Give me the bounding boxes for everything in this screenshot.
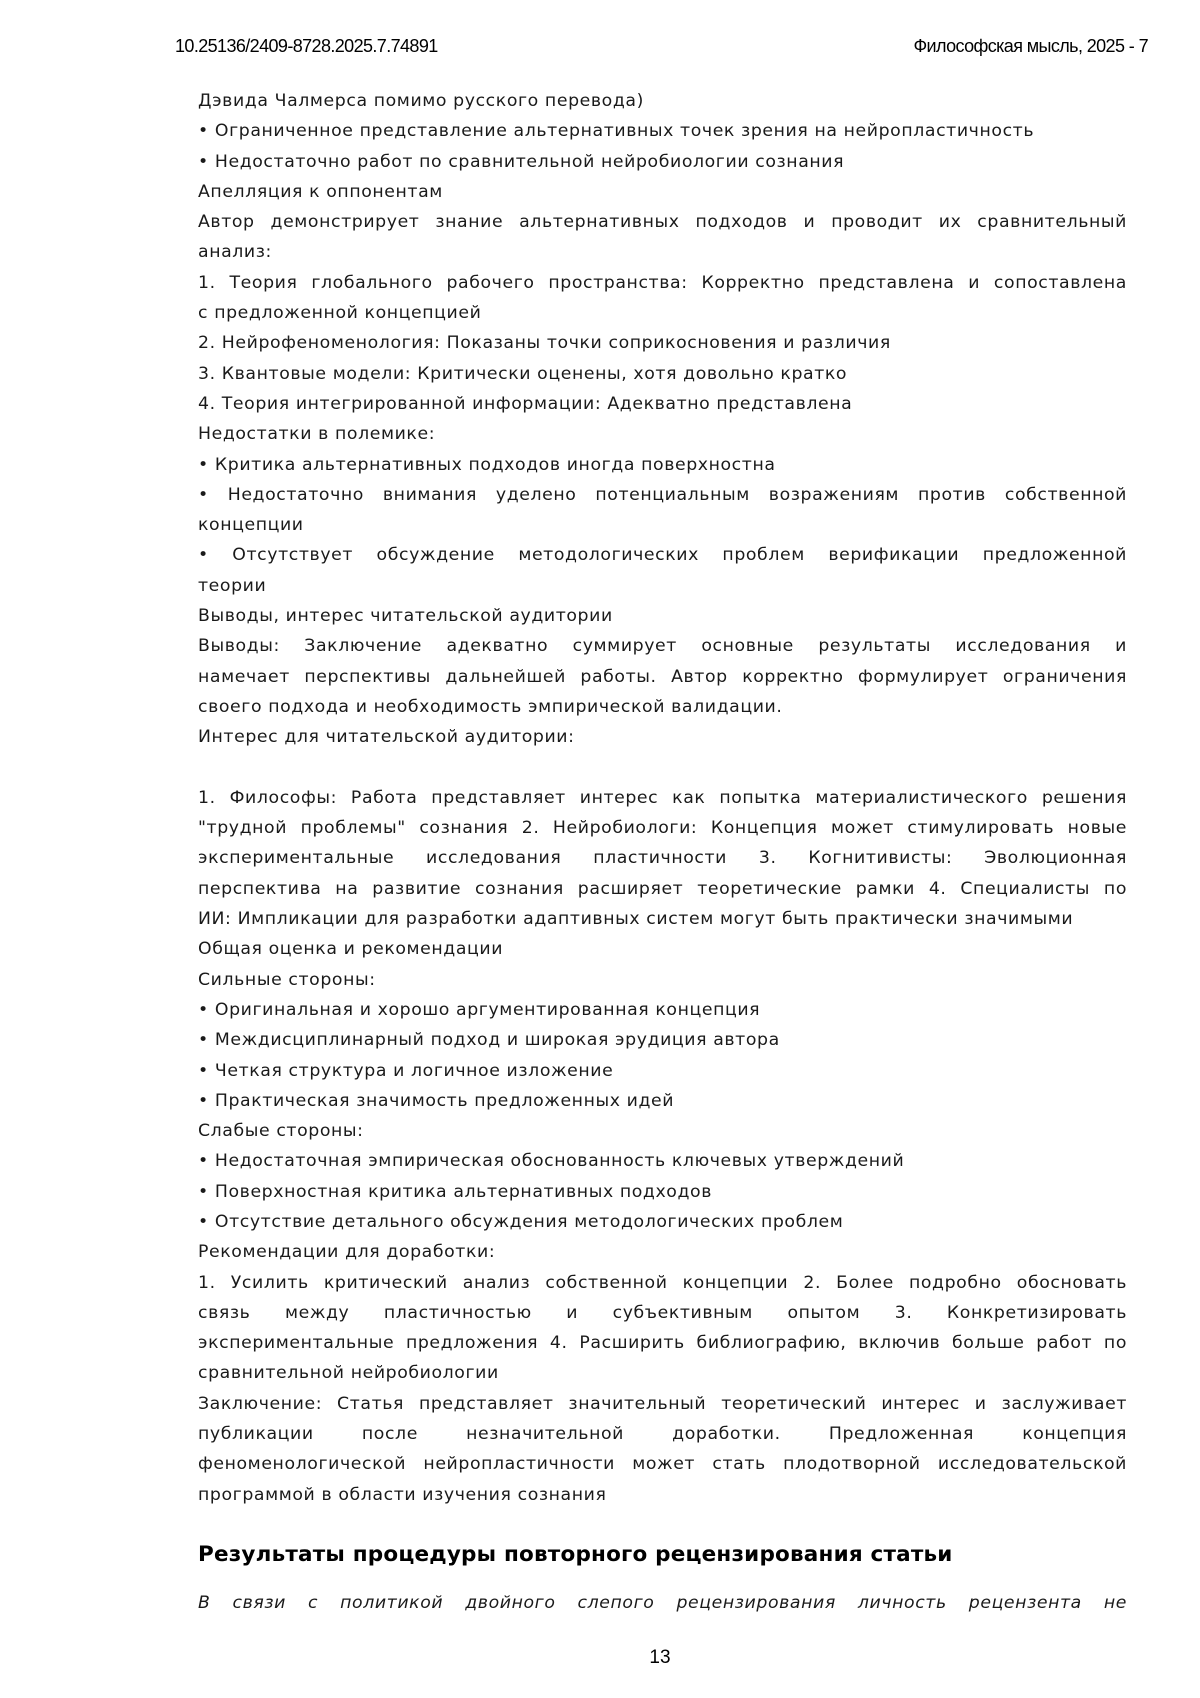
text-line: Автор демонстрирует знание альтернативных подходов и проводит их сравнительный (198, 212, 1127, 233)
text-line: 1. Философы: Работа представляет интерес как попытка материалистического решения (198, 787, 1127, 808)
text-line: Общая оценка и рекомендации (198, 939, 504, 960)
journal-title: Философская мысль, 2025 - 7 (913, 36, 1148, 56)
text-line: публикации после незначительной доработки. Предложенная концепция (198, 1424, 1127, 1445)
text-line: • Междисциплинарный подход и широкая эрудиция автора (198, 1030, 780, 1051)
text-line: • Ограниченное представление альтернативных точек зрения на нейропластичность (198, 121, 1035, 142)
text-line: • Практическая значимость предложенных идей (198, 1090, 675, 1111)
text-line: с предложенной концепцией (198, 303, 482, 324)
text-line: Выводы: Заключение адекватно суммирует основные результаты исследования и (198, 636, 1127, 657)
text-line: программой в области изучения сознания (198, 1484, 607, 1505)
text-line: связь между пластичностью и субъективным опытом 3. Конкретизировать (198, 1302, 1127, 1323)
text-line: своего подхода и необходимость эмпирической валидации. (198, 696, 783, 717)
text-line: сравнительной нейробиологии (198, 1363, 499, 1384)
text-line: анализ: (198, 242, 272, 263)
text-line: 2. Нейрофеноменология: Показаны точки соприкосновения и различия (198, 333, 891, 354)
doi-text: 10.25136/2409-8728.2025.7.74891 (175, 36, 438, 56)
text-line: Интерес для читательской аудитории: (198, 727, 575, 748)
text-line: Рекомендации для доработки: (198, 1242, 496, 1263)
text-line: • Недостаточно внимания уделено потенциальным возражениям против собственной (198, 484, 1127, 505)
text-line: перспектива на развитие сознания расширяет теоретические рамки 4. Специалисты по (198, 878, 1127, 899)
text-line: • Отсутствует обсуждение методологических проблем верификации предложенной (198, 545, 1127, 566)
blank-line (198, 753, 1127, 783)
text-line: теории (198, 575, 267, 596)
text-line: феноменологической нейропластичности может стать плодотворной исследовательской (198, 1454, 1127, 1475)
text-line: • Поверхностная критика альтернативных подходов (198, 1181, 712, 1202)
text-line: • Оригинальная и хорошо аргументированная концепция (198, 999, 761, 1020)
text-line: • Недостаточно работ по сравнительной нейробиологии сознания (198, 151, 845, 172)
text-line: • Четкая структура и логичное изложение (198, 1060, 614, 1081)
text-line: "трудной проблемы" сознания 2. Нейробиологи: Концепция может стимулировать новые (198, 818, 1127, 839)
text-line: Дэвида Чалмерса помимо русского перевода) (198, 91, 644, 111)
text-line: экспериментальные предложения 4. Расширить библиографию, включив больше работ по (198, 1333, 1127, 1354)
body-text (198, 86, 1127, 1618)
text-line: Сильные стороны: (198, 969, 376, 990)
section-heading: Результаты процедуры повторного рецензирования статьи (198, 1541, 953, 1567)
text-line: 1. Усилить критический анализ собственной концепции 2. Более подробно обосновать (198, 1272, 1127, 1293)
text-line: экспериментальные исследования пластичности 3. Когнитивисты: Эволюционная (198, 848, 1127, 869)
text-line: концепции (198, 515, 304, 536)
text-lines (198, 86, 1127, 1510)
text-line: 3. Квантовые модели: Критически оценены, хотя довольно кратко (198, 363, 848, 384)
text-line: • Недостаточная эмпирическая обоснованность ключевых утверждений (198, 1151, 905, 1172)
page-number: 13 (649, 1647, 671, 1668)
text-line: Апелляция к оппонентам (198, 181, 443, 202)
text-line: 4. Теория интегрированной информации: Адекватно представлена (198, 393, 853, 414)
text-line: Выводы, интерес читательской аудитории (198, 606, 613, 627)
page-header (175, 36, 1148, 62)
text-line: Заключение: Статья представляет значительный теоретический интерес и заслуживает (198, 1393, 1127, 1414)
text-line: • Отсутствие детального обсуждения методологических проблем (198, 1211, 844, 1232)
text-line: намечает перспективы дальнейшей работы. Автор корректно формулирует ограничения (198, 666, 1127, 687)
text-line: 1. Теория глобального рабочего пространства: Корректно представлена и сопоставлена (198, 272, 1127, 293)
text-line: • Критика альтернативных подходов иногда поверхностна (198, 454, 776, 475)
text-line: ИИ: Импликации для разработки адаптивных систем могут быть практически значимыми (198, 909, 1074, 930)
text-line: Недостатки в полемике: (198, 424, 436, 445)
italic-paragraph-line: В связи с политикой двойного слепого рецензирования личность рецензента не (198, 1592, 1127, 1613)
text-line: Слабые стороны: (198, 1121, 364, 1142)
